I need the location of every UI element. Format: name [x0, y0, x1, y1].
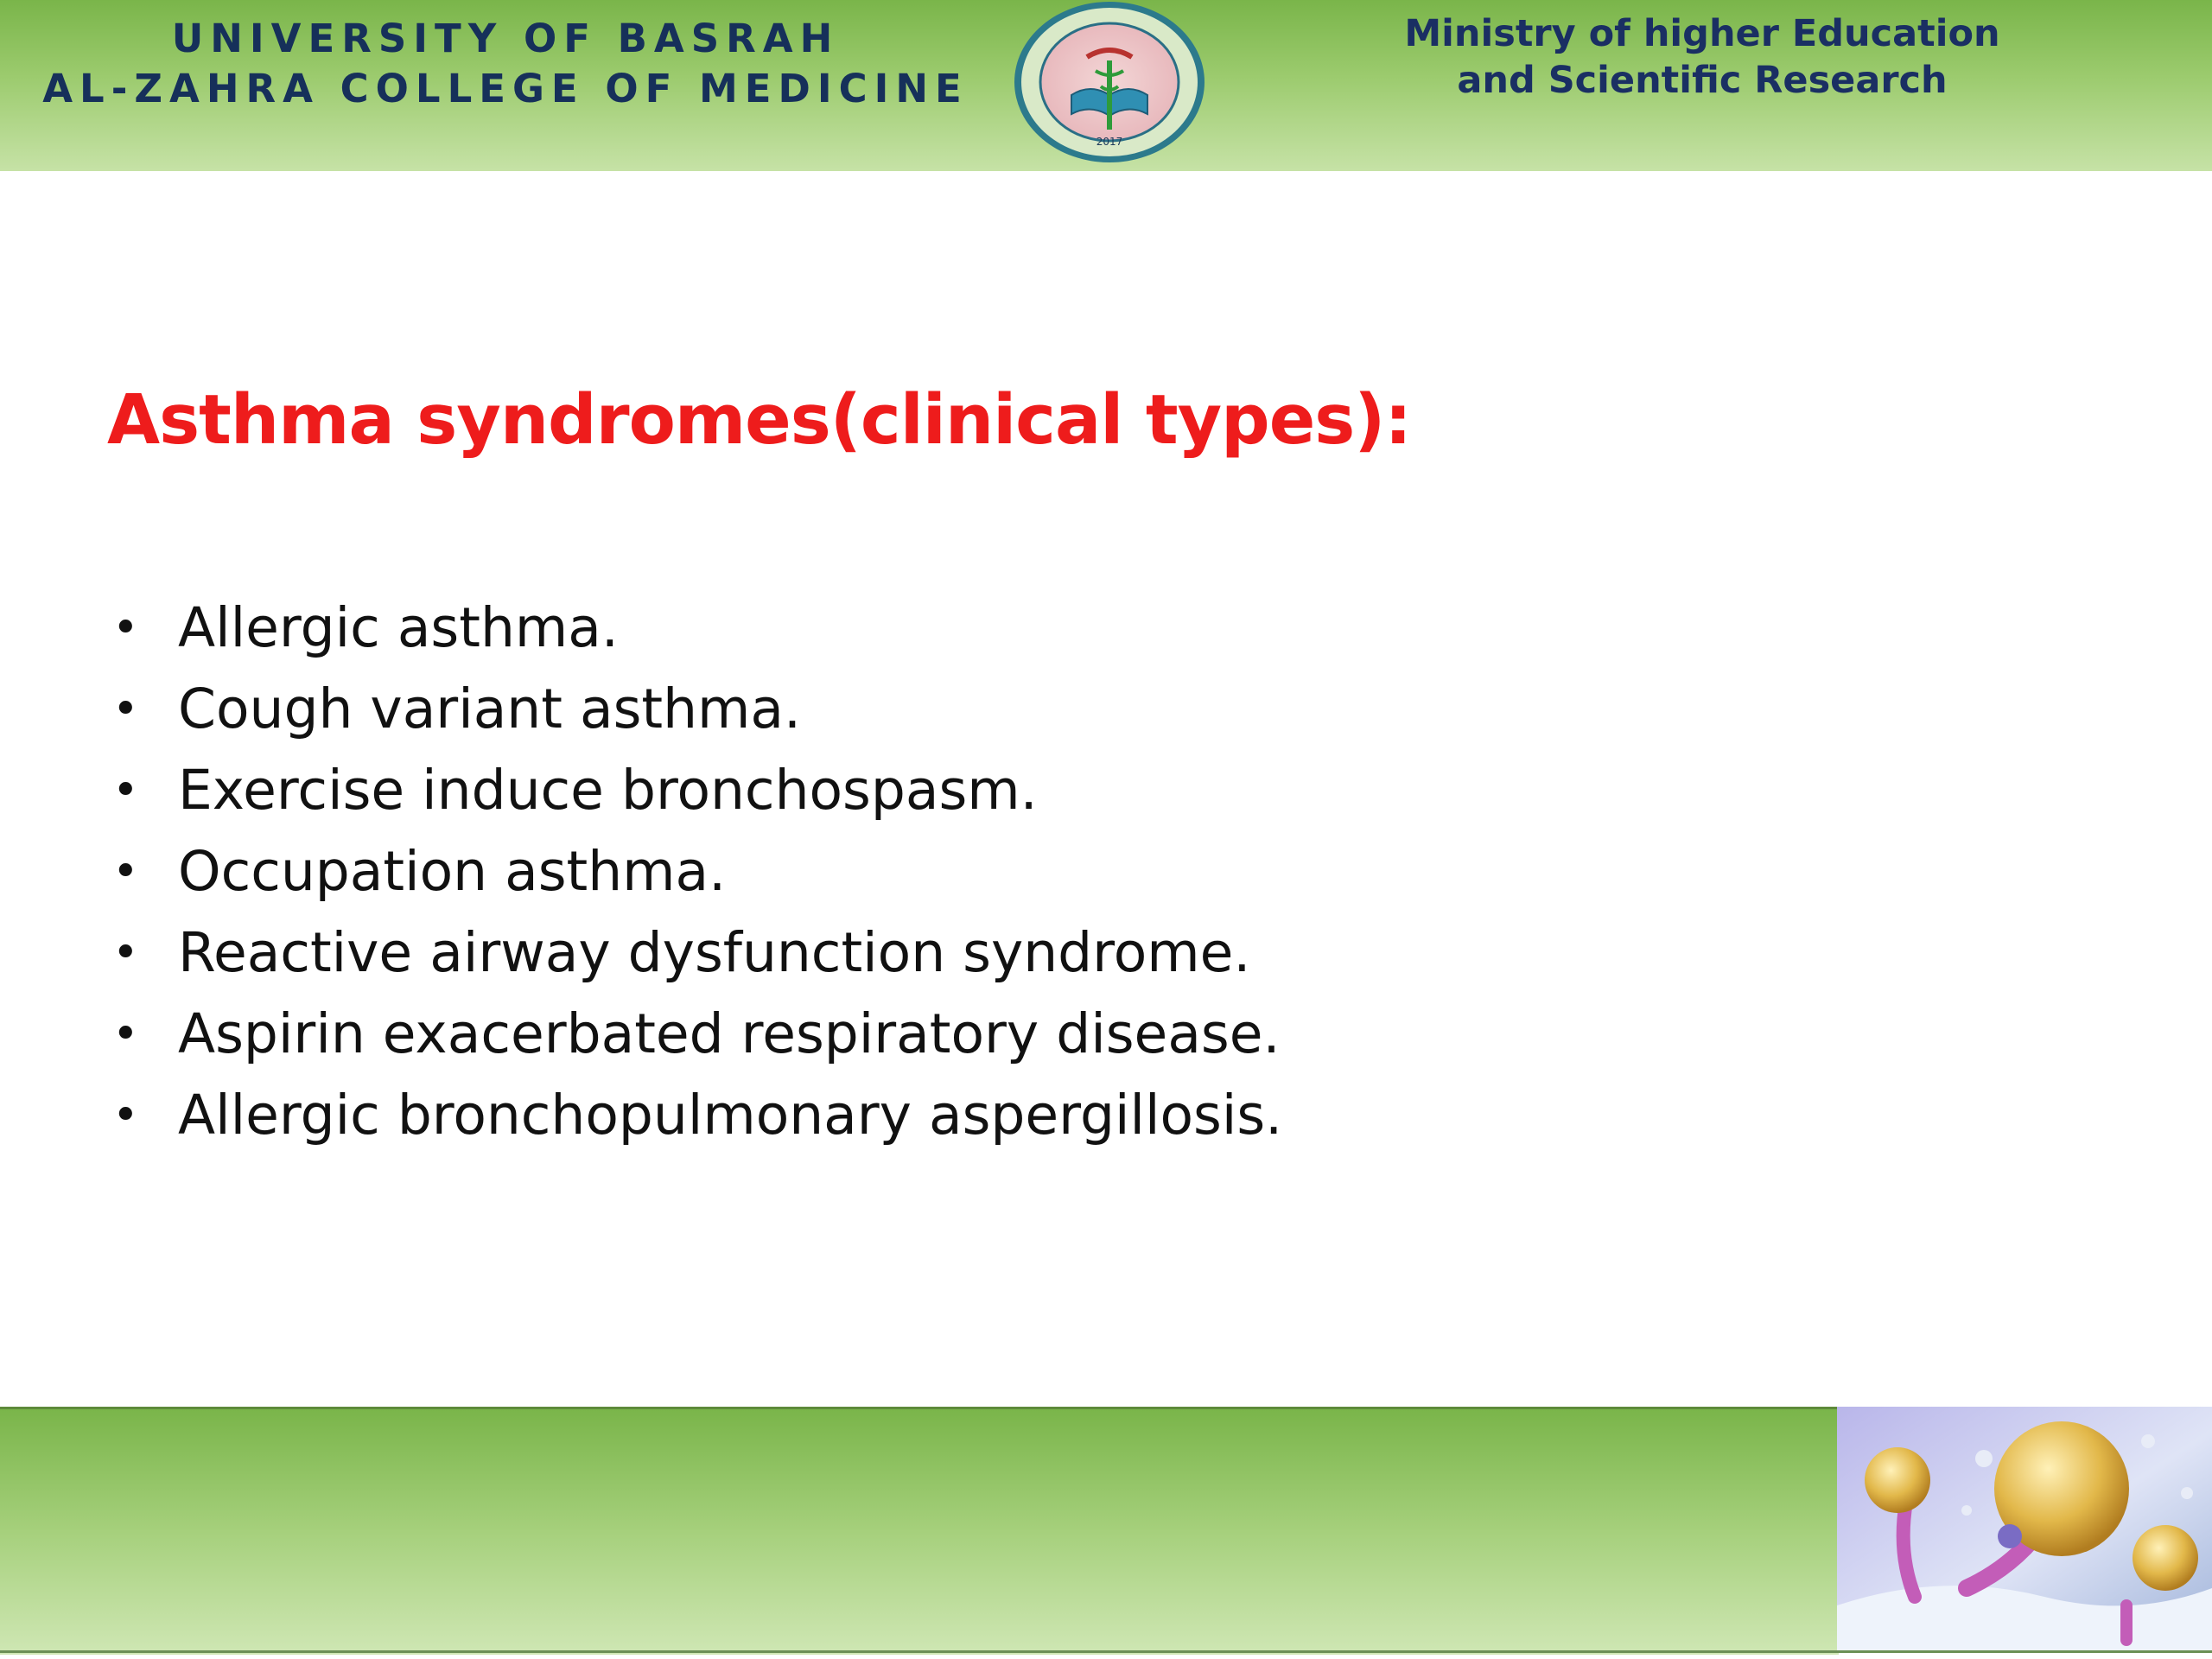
list-item-text: Aspirin exacerbated respiratory disease. [178, 1002, 1281, 1065]
list-item-text: Occupation asthma. [178, 840, 727, 903]
ministry-line-1: Ministry of higher Education [1404, 12, 2000, 55]
syndrome-list [107, 588, 1282, 1156]
seal-year: 2017 [1096, 136, 1123, 148]
bullet-icon: • [112, 1090, 139, 1141]
bullet-icon: • [112, 683, 139, 735]
list-item-text: Cough variant asthma. [178, 677, 802, 741]
footer-band [0, 1407, 1839, 1655]
university-name: UNIVERSITY OF BASRAH [171, 16, 840, 61]
college-seal-icon [1011, 0, 1208, 164]
bullet-icon: • [112, 765, 139, 817]
list-item [107, 588, 1282, 669]
list-item [107, 831, 1282, 912]
bullet-icon: • [112, 602, 139, 654]
list-item [107, 912, 1282, 994]
ministry-line-2: and Scientific Research [1457, 59, 1948, 102]
list-item-text: Allergic bronchopulmonary aspergillosis. [178, 1084, 1283, 1147]
ministry-name [1348, 10, 2056, 104]
list-item [107, 750, 1282, 831]
cell-illustration-icon [1837, 1407, 2212, 1652]
list-item-text: Exercise induce bronchospasm. [178, 759, 1038, 822]
list-item [107, 994, 1282, 1075]
bullet-icon: • [112, 927, 139, 979]
header-band [0, 0, 2212, 171]
list-item [107, 669, 1282, 750]
bottom-border [0, 1650, 2212, 1653]
college-name: AL-ZAHRA COLLEGE OF MEDICINE [42, 66, 969, 111]
slide-title: Asthma syndromes(clinical types): [107, 380, 1412, 460]
list-item [107, 1075, 1282, 1156]
list-item-text: Reactive airway dysfunction syndrome. [178, 921, 1251, 984]
bullet-icon: • [112, 846, 139, 898]
list-item-text: Allergic asthma. [178, 596, 619, 659]
bullet-icon: • [112, 1008, 139, 1060]
